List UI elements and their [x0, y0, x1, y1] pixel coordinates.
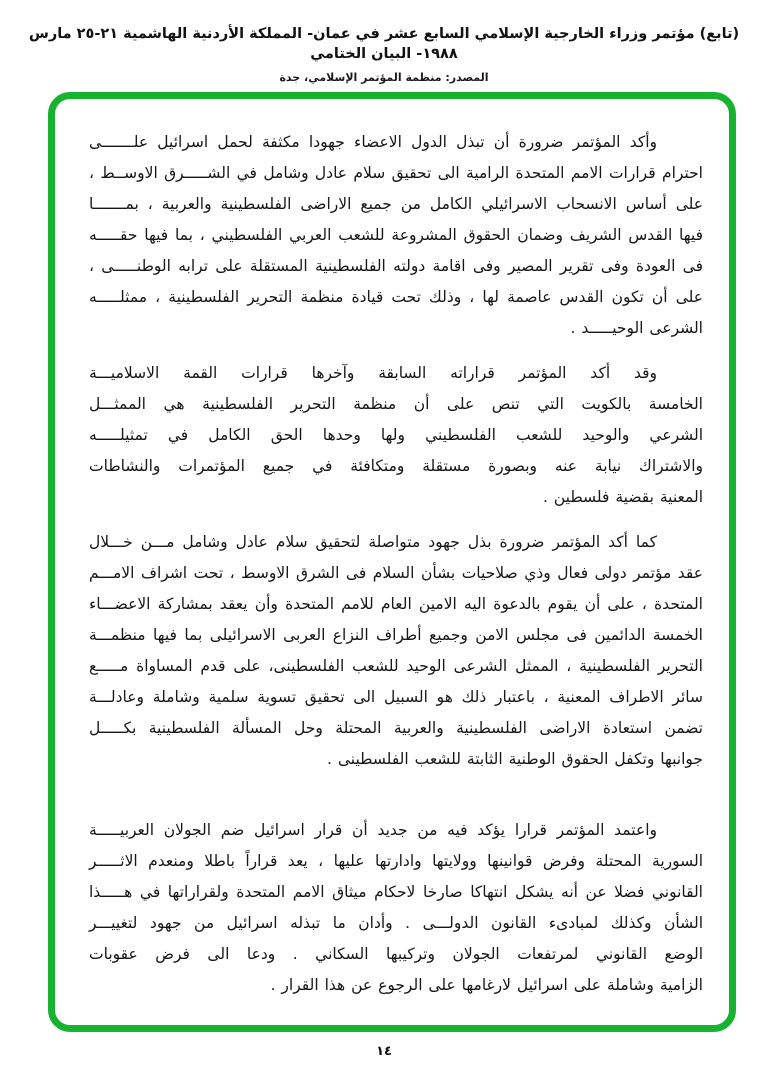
- text-line: الزامية وشاملة على اسرائيل لارغامها على الرجوع عن هذا القرار .: [270, 976, 703, 994]
- header-title: (تابع) مؤتمر وزراء الخارجية الإسلامي السابع عشر في عمان- المملكة الأردنية الهاشمية ٢١-٢٥ مارس ١٩٨٨- البيان الختامي: [28, 26, 740, 62]
- paragraph: [89, 127, 703, 344]
- text-line: فيها القدس الشريف وضمان الحقوق المشروعة للشعب العربي الفلسطيني ، بما فيها حقـــــه: [89, 226, 703, 244]
- text-line: الشأن وكذلك لمبادىء القانون الدولـــى . وأدان ما تبذله اسرائيل من جهود لتغييـــر: [89, 914, 703, 932]
- text-line: والاشتراك نيابة عنه وبصورة مستقلة ومتكافئة في جميع المؤتمرات والنشاطات: [89, 457, 703, 475]
- document-header: [8, 24, 760, 84]
- text-line: الخامسة بالكويت التي تنص على أن منظمة التحرير الفلسطينية هي الممثـــل: [89, 395, 703, 413]
- text-line: وقد أكد المؤتمر قراراته السابقة وآخرها قرارات القمة الاسلاميـــة: [89, 364, 657, 382]
- text-line: الوضع القانوني لمرتفعات الجولان وتركيبها السكاني . ودعا الى فرض عقوبات: [89, 945, 703, 963]
- text-line: احترام قرارات الامم المتحدة الرامية الى تحقيق سلام عادل وشامل في الشـــــرق الاوســط ،: [89, 164, 703, 182]
- text-line: جوانبها وتكفل الحقوق الوطنية الثابتة للشعب الفلسطينى .: [327, 750, 703, 768]
- text-line: واعتمد المؤتمر قرارا يؤكد فيه من جديد أن قرار اسرائيل ضم الجولان العربيـــــة: [89, 821, 657, 839]
- text-line: المعنية بقضية فلسطين .: [543, 488, 703, 506]
- text-line: سائر الاطراف المعنية ، باعتبار ذلك هو السبيل الى تحقيق تسوية سلمية وشاملة وعادلـــة: [89, 688, 703, 706]
- text-line: على أن تكون القدس عاصمة لها ، وذلك تحت قيادة منظمة التحرير الفلسطينية ، ممثلـــــه: [89, 288, 703, 306]
- text-line: الشرعى الوحيـــــد .: [570, 319, 703, 337]
- text-line: المتحدة ، على أن يقوم بالدعوة اليه الامين العام للامم المتحدة وأن يعقد بمشاركة الاعضـــاء: [89, 595, 703, 613]
- text-line: التحرير الفلسطينية ، الممثل الشرعى الوحيد للشعب الفلسطينى، على قدم المساواة مـــــع: [89, 657, 703, 675]
- text-line: الخمسة الدائمين فى مجلس الامن وجميع أطراف النزاع العربى الاسرائيلى بما فيها منظمـــة: [89, 626, 703, 644]
- text-line: السورية المحتلة وفرض قوانينها وولايتها وادارتها عليها ، يعد قراراً باطلا ومنعدم الاثـــــر: [89, 852, 703, 870]
- document-body: [89, 127, 703, 1001]
- text-line: تضمن استعادة الاراضى الفلسطينية والعربية المحتلة وحل المسألة الفلسطينية بكـــــل: [89, 719, 703, 737]
- text-line: الشرعي والوحيد للشعب الفلسطيني ولها وحدها الحق الكامل في تمثيلـــــه: [89, 426, 703, 444]
- text-line: عقد مؤتمر دولى فعال وذي صلاحيات بشأن السلام فى الشرق الاوسط ، تحت اشراف الامـــم: [89, 564, 703, 582]
- text-line: كما أكد المؤتمر ضرورة بذل جهود متواصلة لتحقيق سلام عادل وشامل مـــن خـــلال: [89, 533, 657, 551]
- text-line: القانوني فضلا عن أنه يشكل انتهاكا صارخا لاحكام ميثاق الامم المتحدة ولقراراتها في هـــــذا: [89, 883, 703, 901]
- text-line: وأكد المؤتمر ضرورة أن تبذل الدول الاعضاء جهودا مكثفة لحمل اسرائيل علـــــــى: [89, 133, 657, 151]
- text-line: على أساس الانسحاب الاسرائيلي الكامل من جميع الاراضى الفلسطينية والعربية ، بمـــــــا: [89, 195, 703, 213]
- paragraph: [89, 815, 703, 1001]
- green-border-frame: [48, 92, 736, 1032]
- text-line: فى العودة وفى تقرير المصير وفى اقامة دولته الفلسطينية المستقلة على ترابه الوطنـــــى ،: [89, 257, 703, 275]
- paragraph: [89, 527, 703, 775]
- paragraph: [89, 358, 703, 513]
- page-number: ١٤: [376, 1044, 392, 1059]
- header-source: المصدر: منظمة المؤتمر الإسلامي، جدة: [279, 71, 489, 84]
